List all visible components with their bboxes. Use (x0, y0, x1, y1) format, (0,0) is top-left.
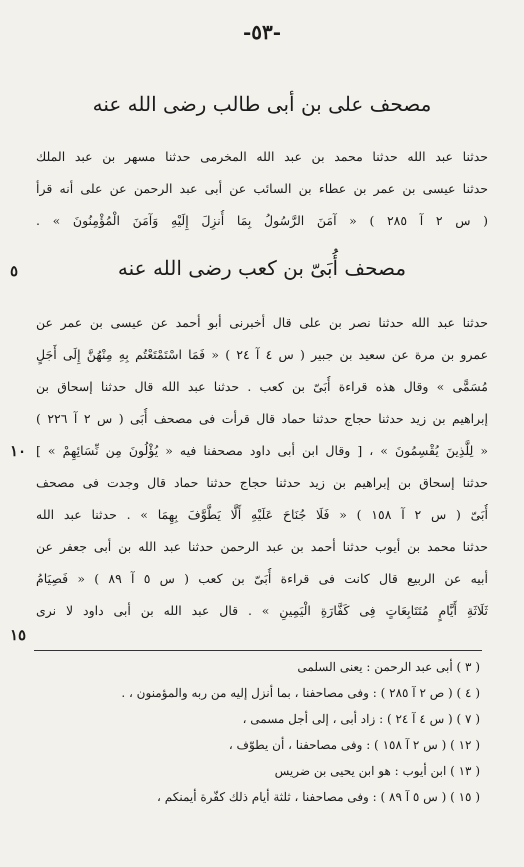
page-number: -٥٣- (242, 20, 282, 44)
footnote: ( ١٥ ) ( س ٥ آ ٨٩ ) : وفى مصاحفنا ، ثلثة أيام ذلك كفّرة أيمنكم ، (157, 790, 480, 804)
line-number: ١٥ (10, 626, 27, 644)
text-line: أبيه عن الربيع قال كانت فى قراءة أُبَىّ بن كعب ( س ٥ آ ٨٩ ) « فَصِيَامُ (36, 571, 488, 586)
text-line: ( س ٢ آ ٢٨٥ ) « آمَنَ الرَّسُولُ بِمَا أُنزِلَ إِلَيْهِ وَآمَنَ الْمُؤْمِنُونَ » . (36, 213, 488, 228)
text-line: حدثنا عبد الله حدثنا محمد بن عبد الله المخرمى حدثنا مسهر بن عبد الملك (36, 149, 488, 164)
footnote: ( ٤ ) ( ص ٢ آ ٢٨٥ ) : وفى مصاحفنا ، بما أنزل إليه من ربه والمؤمنون ، . (121, 686, 480, 700)
text-line: عمرو بن مرة عن سعيد بن جبير ( س ٤ آ ٢٤ ) « فَمَا اسْتَمْتَعْتُم بِهِ مِنْهُنَّ إِلَى أَجَلٍ (36, 347, 488, 362)
footnote-divider (34, 650, 482, 651)
text-line: حدثنا إسحاق بن إبراهيم بن زيد حدثنا حجاج حدثنا حماد قال وجدت فى مصحف (36, 475, 488, 490)
line-number: ١٠ (10, 442, 27, 460)
text-line: حدثنا عبد الله حدثنا نصر بن على قال أخبرنى أبو أحمد عن عيسى بن عمر عن (36, 315, 488, 330)
footnote: ( ١٣ ) ابن أيوب : هو ابن يحيى بن ضريس (274, 764, 480, 778)
footnote: ( ١٢ ) ( س ٢ آ ١٥٨ ) : وفى مصاحفنا ، أن يطوّف ، (228, 738, 480, 752)
text-line: حدثنا محمد بن أيوب حدثنا أحمد بن عبد الرحمن حدثنا عبد الله بن أبى جعفر عن (36, 539, 488, 554)
text-line: إبراهيم بن زيد حدثنا حجاج حدثنا حماد قال قرأت فى مصحف أُبَى ( س ٢ آ ٢٢٦ ) (36, 411, 488, 426)
text-line: حدثنا عيسى بن عمر بن عطاء بن السائب عن أبى عبد الرحمن عن على أنه قرأ (36, 181, 488, 196)
section-title-ali: مصحف على بن أبى طالب رضى الله عنه (92, 92, 432, 116)
footnote: ( ٣ ) أبى عبد الرحمن : يعنى السلمى (297, 660, 480, 674)
footnote: ( ٧ ) ( س ٤ آ ٢٤ ) : زاد أبى ، إلى أجل مسمى ، (242, 712, 480, 726)
section-title-ubayy: مصحف أُبَىّ بن كعب رضى الله عنه (117, 256, 407, 280)
text-line: « لِلَّذِينَ يُقْسِمُونَ » ، [ وقال ابن أبى داود مصحفنا فيه « يُؤْلُونَ مِن نِّسَائِهِمْ » ] (36, 443, 488, 458)
text-line: ثَلَاثَةِ أَيَّامٍ مُتَتَابِعَاتٍ فِى كَفَّارَةِ الْيَمِينِ » . قال عبد الله بن أبى داود لا نرى (36, 603, 488, 618)
line-number: ٥ (10, 262, 19, 280)
text-line: مُسَمًّى » وقال هذه قراءة أُبَىّ بن كعب . حدثنا عبد الله قال حدثنا إسحاق بن (36, 379, 488, 394)
text-line: أُبَىّ ( س ٢ آ ١٥٨ ) « فَلَا جُنَاحَ عَلَيْهِ أَلَّا يَطَّوَّفَ بِهِمَا » . حدثنا عبد الله (36, 507, 488, 522)
